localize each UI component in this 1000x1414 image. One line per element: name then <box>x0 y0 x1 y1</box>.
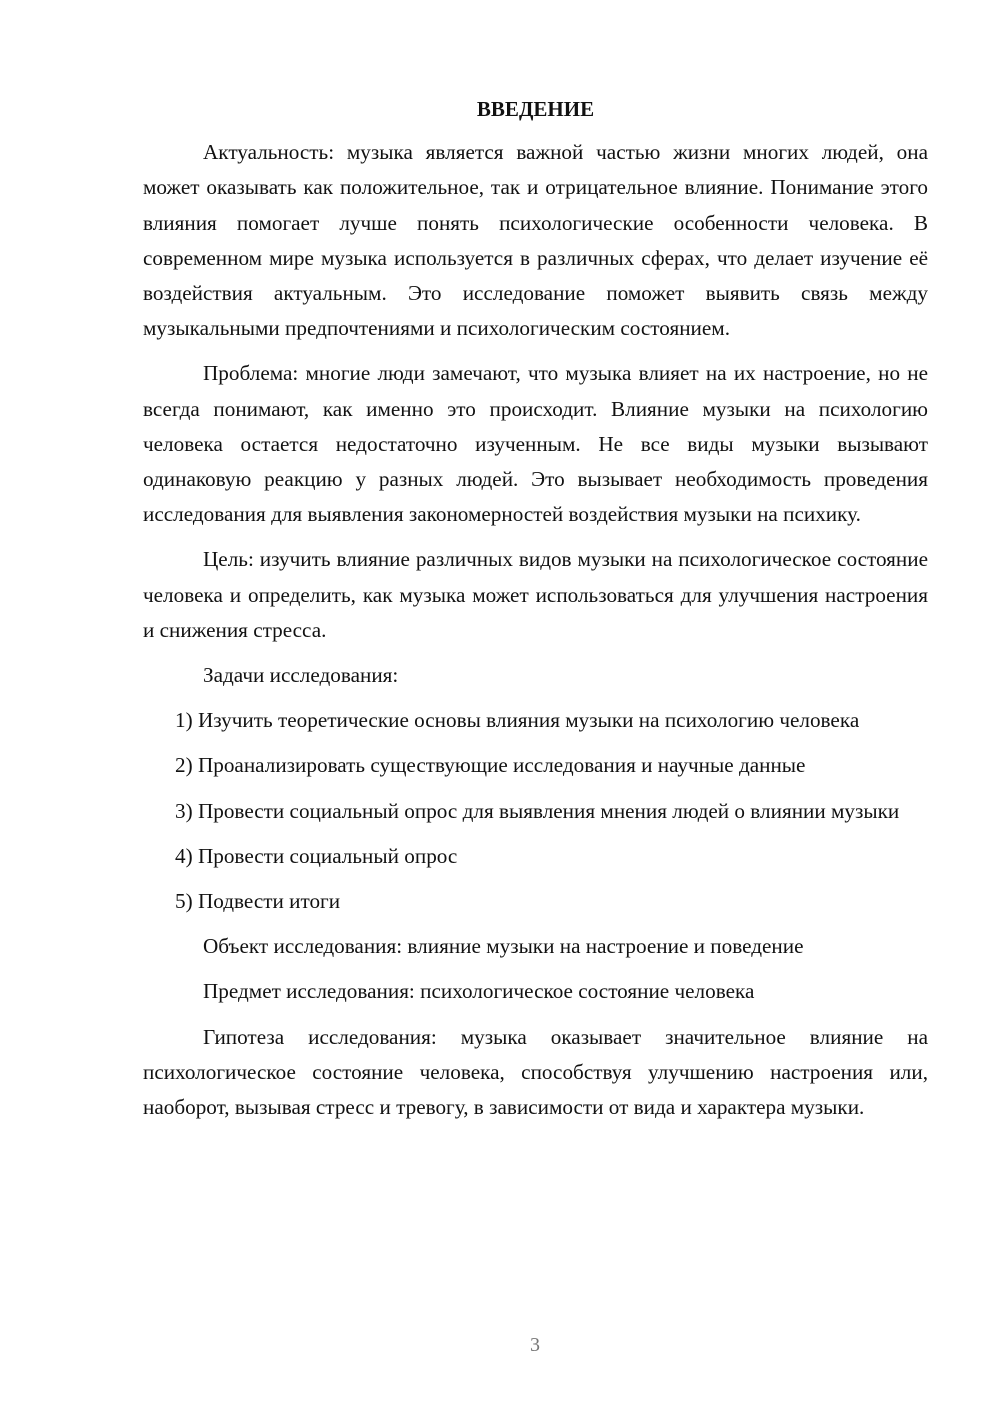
goal-paragraph: Цель: изучить влияние различных видов музыки на психологическое состояние человека и определить, как музыка может использоваться для улучшения настроения и снижения стресса. <box>143 547 928 642</box>
list-item: 5) Подвести итоги <box>175 889 341 914</box>
subject-paragraph: Предмет исследования: психологическое состояние человека <box>203 979 755 1004</box>
object-paragraph: Объект исследования: влияние музыки на настроение и поведение <box>203 934 804 959</box>
list-item: 3) Провести социальный опрос для выявления мнения людей о влиянии музыки <box>175 798 900 823</box>
problem-paragraph: Проблема: многие люди замечают, что музыка влияет на их настроение, но не всегда понимают, как именно это происходит. Влияние музыки на психологию человека остается недостаточно изученным. Не все виды музыки вызывают одинаковую реакцию у разных людей. Это вызывает необходимость проведения исследования для выявления закономерностей воздействия музыки на психику. <box>143 361 928 527</box>
page-number: 3 <box>530 1334 540 1356</box>
list-item: 2) Проанализировать существующие исследования и научные данные <box>175 753 806 778</box>
tasks-list <box>143 703 928 919</box>
page-title: ВВЕДЕНИЕ <box>476 97 595 121</box>
document-page <box>143 92 928 1125</box>
hypothesis-paragraph: Гипотеза исследования: музыка оказывает значительное влияние на психологическое состояние человека, способствуя улучшению настроения или, наоборот, вызывая стресс и тревогу, в зависимости от вида и характера музыки. <box>143 1024 928 1120</box>
relevance-paragraph: Актуальность: музыка является важной частью жизни многих людей, она может оказывать как положительное, так и отрицательное влияние. Понимание этого влияния помогает лучше понять психологические особенности человека. В современном мире музыка используется в различных сферах, что делает изучение её воздействия актуальным. Это исследование поможет выявить связь между музыкальными предпочтениями и психологическим состоянием. <box>143 140 928 341</box>
list-item: 4) Провести социальный опрос <box>175 843 458 868</box>
list-item: 1) Изучить теоретические основы влияния музыки на психологию человека <box>175 708 860 733</box>
tasks-heading: Задачи исследования: <box>203 663 399 688</box>
